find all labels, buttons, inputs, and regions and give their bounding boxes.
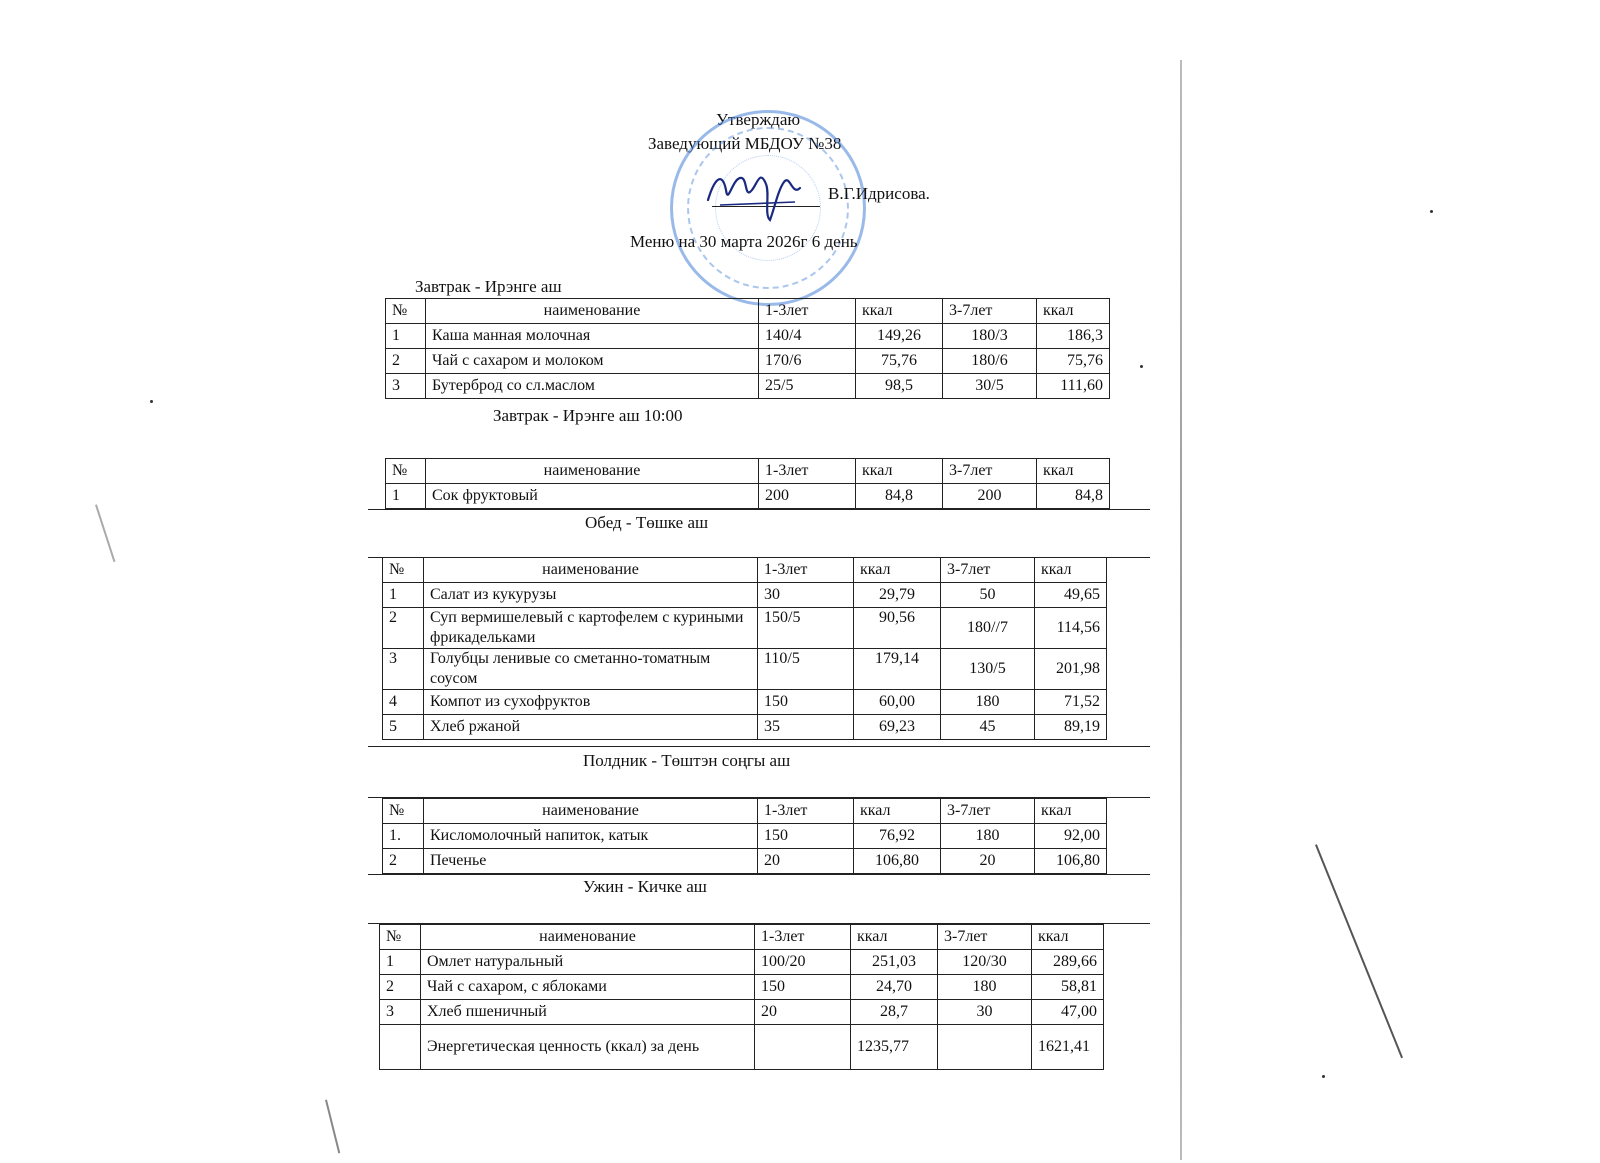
col-num: № bbox=[386, 299, 426, 324]
approve-label: Утверждаю bbox=[716, 110, 801, 129]
table-row bbox=[380, 950, 1104, 975]
dinner-title: Ужин - Кичке аш bbox=[583, 877, 707, 896]
dish-name: Чай с сахаром, с яблоками bbox=[421, 975, 755, 1000]
table-row bbox=[386, 324, 1110, 349]
serving-1-3: 30 bbox=[758, 583, 854, 608]
col-kcal2: ккал bbox=[1037, 299, 1110, 324]
serving-3-7: 200 bbox=[943, 484, 1037, 509]
kcal-3-7: 114,56 bbox=[1035, 608, 1107, 649]
col-num: № bbox=[383, 558, 424, 583]
speck bbox=[150, 400, 153, 403]
table-header-row bbox=[386, 459, 1110, 484]
serving-3-7: 20 bbox=[941, 849, 1035, 874]
total-num bbox=[380, 1025, 421, 1070]
dish-name: Кисломолочный напиток, катык bbox=[424, 824, 758, 849]
col-num: № bbox=[380, 925, 421, 950]
breakfast-table bbox=[385, 298, 1110, 399]
breakfast2-table bbox=[385, 458, 1110, 509]
kcal-1-3: 29,79 bbox=[854, 583, 941, 608]
kcal-1-3: 98,5 bbox=[856, 374, 943, 399]
row-num: 4 bbox=[383, 690, 424, 715]
table-header-row bbox=[386, 299, 1110, 324]
kcal-1-3: 106,80 bbox=[854, 849, 941, 874]
kcal-1-3: 24,70 bbox=[851, 975, 938, 1000]
speck bbox=[1430, 210, 1433, 213]
col-age2: 3-7лет bbox=[941, 799, 1035, 824]
table-header-row bbox=[383, 558, 1107, 583]
serving-3-7: 30/5 bbox=[943, 374, 1037, 399]
serving-3-7: 120/30 bbox=[938, 950, 1032, 975]
total-label: Энергетическая ценность (ккал) за день bbox=[421, 1025, 755, 1070]
scan-mark bbox=[95, 505, 115, 563]
serving-1-3: 35 bbox=[758, 715, 854, 740]
table-header-row bbox=[380, 925, 1104, 950]
signature-icon bbox=[700, 160, 820, 230]
row-num: 2 bbox=[380, 975, 421, 1000]
serving-3-7: 180/6 bbox=[943, 349, 1037, 374]
col-kcal2: ккал bbox=[1035, 799, 1107, 824]
serving-1-3: 150 bbox=[755, 975, 851, 1000]
scan-mark bbox=[325, 1100, 340, 1154]
dinner-table bbox=[379, 924, 1104, 1070]
row-num: 5 bbox=[383, 715, 424, 740]
kcal-3-7: 89,19 bbox=[1035, 715, 1107, 740]
table-row bbox=[383, 824, 1107, 849]
dish-name: Салат из кукурузы bbox=[424, 583, 758, 608]
lunch-table bbox=[382, 557, 1107, 740]
serving-1-3: 150 bbox=[758, 824, 854, 849]
row-num: 1 bbox=[380, 950, 421, 975]
divider-line bbox=[368, 509, 1150, 510]
serving-3-7: 180/3 bbox=[943, 324, 1037, 349]
total-serving-3-7 bbox=[938, 1025, 1032, 1070]
col-age1: 1-3лет bbox=[759, 459, 856, 484]
serving-1-3: 150/5 bbox=[758, 608, 854, 649]
serving-3-7: 180 bbox=[941, 824, 1035, 849]
table-row bbox=[386, 374, 1110, 399]
breakfast-title: Завтрак - Ирэнге аш bbox=[415, 277, 562, 296]
total-serving-1-3 bbox=[755, 1025, 851, 1070]
serving-1-3: 170/6 bbox=[759, 349, 856, 374]
speck bbox=[1140, 365, 1143, 368]
serving-1-3: 20 bbox=[755, 1000, 851, 1025]
table-row bbox=[386, 349, 1110, 374]
kcal-1-3: 179,14 bbox=[854, 649, 941, 690]
speck bbox=[1322, 1075, 1325, 1078]
table-row bbox=[383, 715, 1107, 740]
row-num: 3 bbox=[386, 374, 426, 399]
col-num: № bbox=[383, 799, 424, 824]
kcal-3-7: 47,00 bbox=[1032, 1000, 1104, 1025]
col-name: наименование bbox=[421, 925, 755, 950]
col-age1: 1-3лет bbox=[759, 299, 856, 324]
row-num: 1 bbox=[383, 583, 424, 608]
kcal-3-7: 71,52 bbox=[1035, 690, 1107, 715]
kcal-1-3: 60,00 bbox=[854, 690, 941, 715]
kcal-1-3: 149,26 bbox=[856, 324, 943, 349]
serving-3-7: 180//7 bbox=[941, 608, 1035, 649]
serving-3-7: 45 bbox=[941, 715, 1035, 740]
dish-name: Омлет натуральный bbox=[421, 950, 755, 975]
kcal-1-3: 28,7 bbox=[851, 1000, 938, 1025]
row-num: 3 bbox=[380, 1000, 421, 1025]
director-position: Заведующий МБДОУ №38 bbox=[648, 134, 842, 153]
col-name: наименование bbox=[426, 459, 759, 484]
lunch-title: Обед - Төшке аш bbox=[585, 513, 709, 532]
col-kcal1: ккал bbox=[854, 558, 941, 583]
col-age1: 1-3лет bbox=[758, 558, 854, 583]
row-num: 2 bbox=[386, 349, 426, 374]
dish-name: Сок фруктовый bbox=[426, 484, 759, 509]
table-row bbox=[383, 649, 1107, 690]
divider-line bbox=[368, 746, 1150, 747]
dish-name: Чай с сахаром и молоком bbox=[426, 349, 759, 374]
col-kcal1: ккал bbox=[856, 299, 943, 324]
kcal-1-3: 75,76 bbox=[856, 349, 943, 374]
kcal-3-7: 75,76 bbox=[1037, 349, 1110, 374]
serving-1-3: 150 bbox=[758, 690, 854, 715]
col-kcal1: ккал bbox=[856, 459, 943, 484]
breakfast2-title: Завтрак - Ирэнге аш 10:00 bbox=[493, 406, 683, 425]
row-num: 2 bbox=[383, 608, 424, 649]
dish-name: Каша манная молочная bbox=[426, 324, 759, 349]
table-row bbox=[386, 484, 1110, 509]
col-age2: 3-7лет bbox=[943, 299, 1037, 324]
row-num: 1 bbox=[386, 484, 426, 509]
total-kcal-1-3: 1235,77 bbox=[851, 1025, 938, 1070]
serving-1-3: 110/5 bbox=[758, 649, 854, 690]
kcal-3-7: 201,98 bbox=[1035, 649, 1107, 690]
col-num: № bbox=[386, 459, 426, 484]
kcal-3-7: 84,8 bbox=[1037, 484, 1110, 509]
col-kcal1: ккал bbox=[854, 799, 941, 824]
row-num: 3 bbox=[383, 649, 424, 690]
kcal-1-3: 76,92 bbox=[854, 824, 941, 849]
table-row bbox=[383, 583, 1107, 608]
col-age1: 1-3лет bbox=[758, 799, 854, 824]
table-header-row bbox=[383, 799, 1107, 824]
table-row bbox=[383, 608, 1107, 649]
serving-1-3: 100/20 bbox=[755, 950, 851, 975]
serving-1-3: 25/5 bbox=[759, 374, 856, 399]
col-kcal2: ккал bbox=[1037, 459, 1110, 484]
col-age1: 1-3лет bbox=[755, 925, 851, 950]
serving-1-3: 200 bbox=[759, 484, 856, 509]
snack-title: Полдник - Төштэн соңгы аш bbox=[583, 751, 791, 770]
row-num: 1. bbox=[383, 824, 424, 849]
serving-3-7: 30 bbox=[938, 1000, 1032, 1025]
col-age2: 3-7лет bbox=[938, 925, 1032, 950]
table-row bbox=[380, 975, 1104, 1000]
dish-name: Компот из сухофруктов bbox=[424, 690, 758, 715]
col-name: наименование bbox=[426, 299, 759, 324]
dish-name: Хлеб ржаной bbox=[424, 715, 758, 740]
dish-name: Суп вермишелевый с картофелем с куриными фрикадельками bbox=[424, 608, 758, 649]
row-num: 1 bbox=[386, 324, 426, 349]
dish-name: Бутерброд со сл.маслом bbox=[426, 374, 759, 399]
col-kcal1: ккал bbox=[851, 925, 938, 950]
col-kcal2: ккал bbox=[1035, 558, 1107, 583]
dish-name: Голубцы ленивые со сметанно-томатным соусом bbox=[424, 649, 758, 690]
scan-mark bbox=[1315, 844, 1403, 1058]
row-num: 2 bbox=[383, 849, 424, 874]
col-age2: 3-7лет bbox=[941, 558, 1035, 583]
kcal-3-7: 186,3 bbox=[1037, 324, 1110, 349]
menu-title: Меню на 30 марта 2026г 6 день bbox=[630, 232, 858, 251]
kcal-1-3: 84,8 bbox=[856, 484, 943, 509]
divider-line bbox=[368, 874, 1150, 875]
kcal-3-7: 49,65 bbox=[1035, 583, 1107, 608]
total-kcal-3-7: 1621,41 bbox=[1032, 1025, 1104, 1070]
kcal-1-3: 90,56 bbox=[854, 608, 941, 649]
kcal-1-3: 251,03 bbox=[851, 950, 938, 975]
serving-3-7: 180 bbox=[941, 690, 1035, 715]
dish-name: Хлеб пшеничный bbox=[421, 1000, 755, 1025]
kcal-1-3: 69,23 bbox=[854, 715, 941, 740]
snack-table bbox=[382, 798, 1107, 874]
dish-name: Печенье bbox=[424, 849, 758, 874]
director-name: В.Г.Идрисова. bbox=[828, 184, 930, 203]
serving-3-7: 180 bbox=[938, 975, 1032, 1000]
page-edge-shadow bbox=[1180, 60, 1182, 1160]
col-name: наименование bbox=[424, 558, 758, 583]
table-row bbox=[383, 690, 1107, 715]
total-row bbox=[380, 1025, 1104, 1070]
serving-1-3: 140/4 bbox=[759, 324, 856, 349]
kcal-3-7: 289,66 bbox=[1032, 950, 1104, 975]
col-kcal2: ккал bbox=[1032, 925, 1104, 950]
table-row bbox=[383, 849, 1107, 874]
col-age2: 3-7лет bbox=[943, 459, 1037, 484]
serving-3-7: 130/5 bbox=[941, 649, 1035, 690]
table-row bbox=[380, 1000, 1104, 1025]
col-name: наименование bbox=[424, 799, 758, 824]
kcal-3-7: 106,80 bbox=[1035, 849, 1107, 874]
serving-1-3: 20 bbox=[758, 849, 854, 874]
kcal-3-7: 58,81 bbox=[1032, 975, 1104, 1000]
kcal-3-7: 111,60 bbox=[1037, 374, 1110, 399]
kcal-3-7: 92,00 bbox=[1035, 824, 1107, 849]
serving-3-7: 50 bbox=[941, 583, 1035, 608]
